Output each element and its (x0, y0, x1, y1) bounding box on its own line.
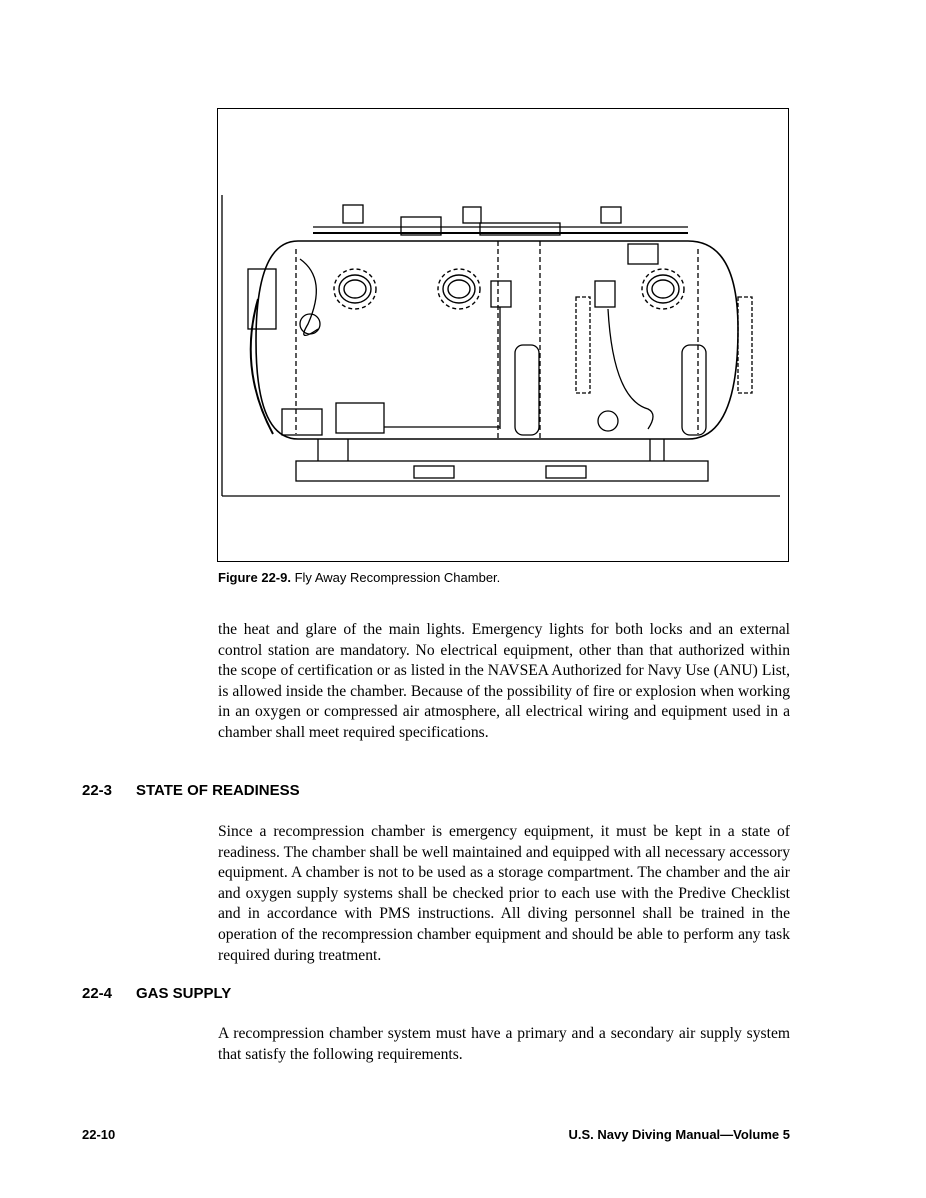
section-number: 22-3 (82, 782, 113, 799)
section-title: GAS SUPPLY (136, 985, 232, 1002)
section-heading-readiness (82, 782, 300, 799)
paragraph-readiness: Since a recompression chamber is emergency equipment, it must be kept in a state of readiness. The chamber shall be well maintained and equipped with all necessary accessory equipment. A chamber is not to be used as a storage compartment. The chamber and the air and oxygen supply systems shall be checked prior to each use with the Predive Checklist and in accordance with PMS instructions. All diving personnel shall be trained in the operation of the recompression chamber equipment and should be able to perform any task required during treatment. (218, 823, 790, 964)
paragraph-electrical: the heat and glare of the main lights. Emergency lights for both locks and an external control station are mandatory. No electrical equipment, other than that authorized within the scope of certification or as listed in the NAVSEA Authorized for Navy Use (ANU) List, is allowed inside the chamber. Because of the possibility of fire or explosion when working in an oxygen or compressed air atmosphere, all electrical wiring and equipment used in a chamber shall meet required specifications. (218, 621, 790, 741)
paragraph-gas-supply: A recompression chamber system must have a primary and a secondary air supply system that satisfy the following requirements. (218, 1025, 790, 1063)
section-heading-gas-supply (82, 985, 231, 1002)
section-number: 22-4 (82, 985, 113, 1002)
figure-label: Figure 22-9. (218, 570, 291, 585)
figure-frame (217, 108, 789, 562)
figure-title: Fly Away Recompression Chamber. (294, 570, 501, 585)
footer-publication: U.S. Navy Diving Manual—Volume 5 (568, 1127, 790, 1142)
footer-page-number: 22-10 (82, 1127, 116, 1142)
section-title: STATE OF READINESS (136, 782, 300, 799)
recompression-chamber-illustration (218, 109, 790, 563)
figure-caption (218, 570, 500, 585)
